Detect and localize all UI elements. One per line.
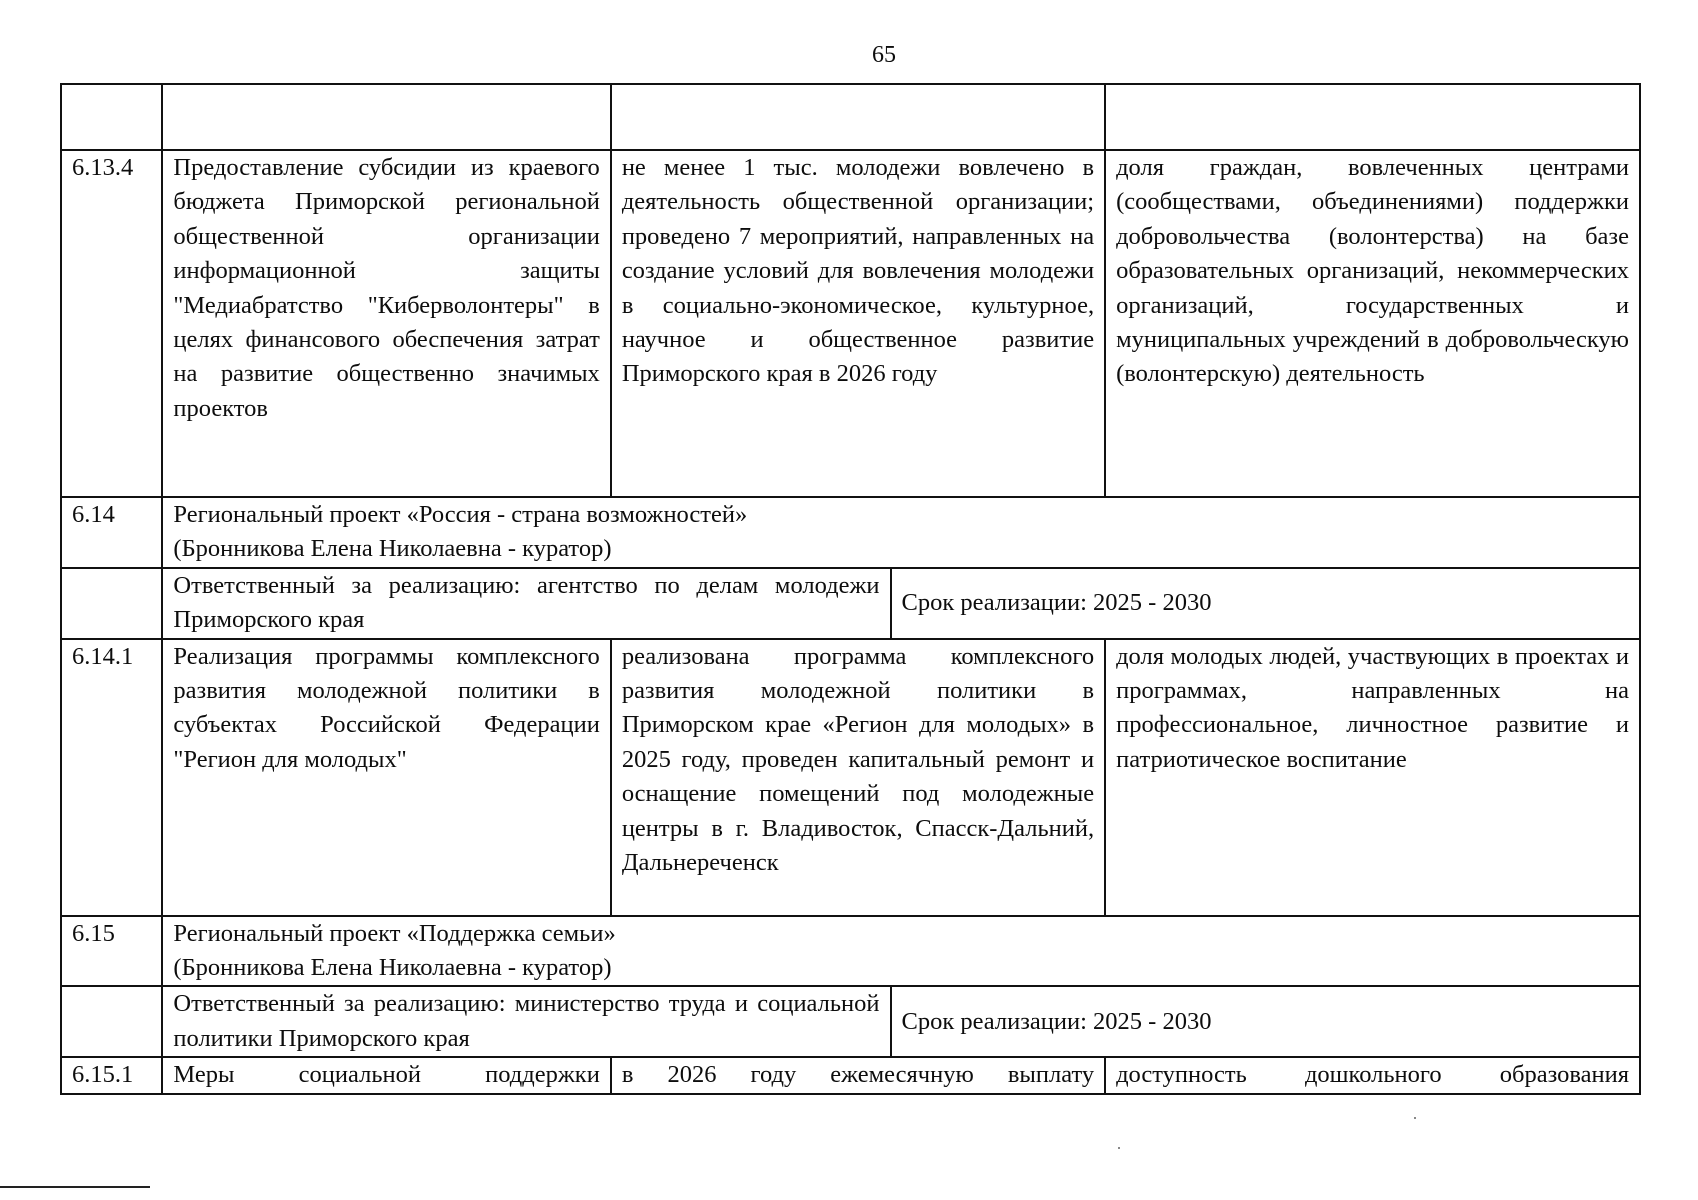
project-row (61, 916, 1640, 987)
scan-speck (1118, 1147, 1120, 1149)
project-curator: (Бронникова Елена Николаевна - куратор) (173, 535, 612, 563)
empty-number-cell (61, 986, 162, 1057)
project-title-cell (162, 497, 1640, 568)
project-title-cell (162, 916, 1640, 987)
project-row (61, 497, 1640, 568)
result-cell: в 2026 году ежемесячную выплату (611, 1057, 1105, 1093)
project-title: Региональный проект «Россия - страна возможностей» (173, 501, 748, 528)
term-cell: Срок реализации: 2025 - 2030 (891, 568, 1640, 639)
result-cell: не менее 1 тыс. молодежи вовлечено в деятельность общественной организации; проведено 7 мероприятий, направленных на создание условий для вовлечения молодежи в социально-экономическое, культурное, научное и общественное развитие Приморского края в 2026 году (611, 150, 1105, 497)
header-cell-indicator (1105, 84, 1640, 150)
measure-cell: Реализация программы комплексного развития молодежной политики в субъектах Российской Федерации "Регион для молодых" (162, 639, 610, 916)
row-number: 6.15.1 (61, 1057, 162, 1093)
indicator-cell: доля молодых людей, участвующих в проектах и программах, направленных на профессиональное, личностное развитие и патриотическое воспитание (1105, 639, 1640, 916)
measures-table (60, 83, 1641, 1095)
row-number: 6.14.1 (61, 639, 162, 916)
row-number: 6.13.4 (61, 150, 162, 497)
project-title: Региональный проект «Поддержка семьи» (173, 919, 616, 947)
header-cell-number (61, 84, 162, 150)
header-cell-measure (162, 84, 610, 150)
table-row (61, 1057, 1640, 1093)
footnote-separator (0, 1186, 150, 1188)
table-header-row (61, 84, 1640, 150)
indicator-cell: доля граждан, вовлеченных центрами (сообществами, объединениями) поддержки добровольчества (волонтерства) на базе образовательных организаций, некоммерческих организаций, государственных и муниципальных учреждений в добровольческую (волонтерскую) деятельность (1105, 150, 1640, 497)
responsible-row (61, 986, 1640, 1057)
project-curator: (Бронникова Елена Николаевна - куратор) (173, 954, 612, 982)
row-number: 6.15 (61, 916, 162, 987)
responsible-cell: Ответственный за реализацию: министерство труда и социальной политики Приморского края (162, 986, 890, 1057)
scan-speck (1414, 1117, 1416, 1119)
measure-cell: Предоставление субсидии из краевого бюджета Приморской региональной общественной организации информационной защиты "Медиабратство "Киберволонтеры" в целях финансового обеспечения затрат на развитие общественно значимых проектов (162, 150, 610, 497)
page-number: 65 (872, 42, 896, 68)
result-cell: реализована программа комплексного развития молодежной политики в Приморском крае «Регион для молодых» в 2025 году, проведен капитальный ремонт и оснащение помещений под молодежные центры в г. Владивосток, Спасск-Дальний, Дальнереченск (611, 639, 1105, 916)
table-row (61, 639, 1640, 916)
header-cell-result (611, 84, 1105, 150)
term-cell: Срок реализации: 2025 - 2030 (891, 986, 1640, 1057)
responsible-cell: Ответственный за реализацию: агентство по делам молодежи Приморского края (162, 568, 890, 639)
empty-number-cell (61, 568, 162, 639)
responsible-row (61, 568, 1640, 639)
measure-cell: Меры социальной поддержки (162, 1057, 610, 1093)
indicator-cell: доступность дошкольного образования (1105, 1057, 1640, 1093)
table-row (61, 150, 1640, 497)
row-number: 6.14 (61, 497, 162, 568)
